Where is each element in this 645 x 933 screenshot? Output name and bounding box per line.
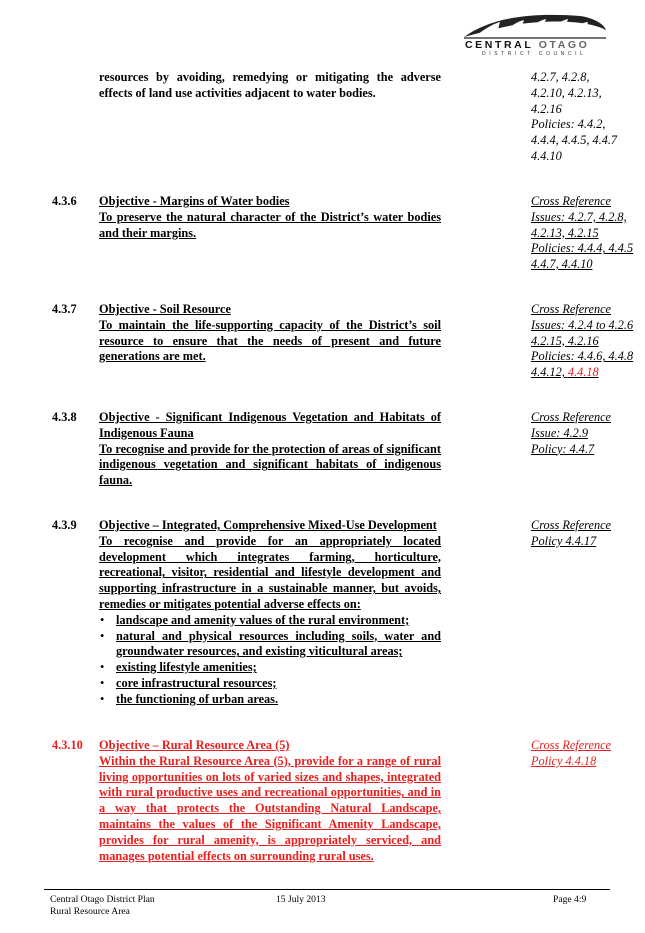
reference-line: Policies: 4.4.4, 4.4.5 [531,241,634,256]
footer-date: 15 July 2013 [276,894,326,905]
reference-line: 4.2.13, 4.2.15 [531,225,599,240]
reference-line: Cross Reference [531,738,612,752]
bullet-item [99,692,441,708]
objective-references [531,302,634,381]
objective-text: To preserve the natural character of the District’s water bodies and their margins. [99,209,441,240]
objective-references [531,518,617,550]
intro-paragraph: resources by avoiding, remedying or mitigating the adverse effects of land use activities adjacent to water bodies. [99,70,441,100]
logo-word-otago: OTAGO [538,39,590,51]
bullet-list [99,613,441,708]
objective-margins-water-bodies [99,194,441,241]
objective-text: To recognise and provide for the protection of areas of significant indigenous vegetation and significant habitats of indigenous fauna. [99,441,441,488]
objective-indigenous-vegetation [99,410,441,489]
objective-soil-resource [99,302,441,365]
reference-line: Policies: 4.4.2, [531,117,606,132]
bullet-item [99,629,441,661]
bullet-item [99,676,441,692]
logo-mountains-graphic [460,10,610,40]
objective-number: 4.3.9 [52,518,77,532]
reference-text: 4.4.12, [531,365,568,380]
bullet-text: core infrastructural resources; [116,675,277,690]
objective-references [531,194,634,273]
reference-line: Cross Reference [531,518,612,532]
logo-word-central: CENTRAL [465,39,534,51]
bullet-item [99,613,441,629]
objective-title: Objective - Significant Indigenous Vegetation and Habitats of Indigenous Fauna [99,410,441,440]
objective-references [531,410,617,457]
reference-line: Cross Reference [531,410,612,424]
reference-line: 4.4.10 [531,148,562,163]
reference-line-mixed [531,365,617,381]
reference-line: Issue: 4.2.9 [531,425,589,440]
reference-line: 4.4.7, 4.4.10 [531,257,593,272]
objective-title: Objective – Rural Resource Area (5) [99,738,290,752]
objective-text: Within the Rural Resource Area (5), provide for a range of rural living opportunities on lots of varied sizes and shapes, integrated with rural productive uses and recreational opportunities, and in a way that protects the Outstanding Natural Landscape, maintains the values of the Significant Amenity Landscape, provides for rural amenity, is appropriately serviced, and manages potential effects on surrounding rural uses. [99,753,441,863]
reference-line: Policies: 4.4.6, 4.4.8 [531,349,634,364]
objective-text: To maintain the life-supporting capacity of the District’s soil resource to ensure that the needs of present and future generations are met. [99,317,441,364]
logo-subtitle: DISTRICT COUNCIL [482,51,587,57]
reference-line: Issues: 4.2.7, 4.2.8, [531,209,627,224]
objective-text: To recognise and provide for an appropriately located development which integrates farming, horticulture, recreational, visitor, residential and lifestyle development and supporting infrastructure in a sustainable manner, but avoids, remedies or mitigates potential adverse effects on: [99,533,441,611]
reference-line: Policy 4.4.18 [531,753,597,768]
reference-line: Cross Reference [531,194,612,208]
footer-divider [44,889,610,890]
reference-line: 4.2.15, 4.2.16 [531,333,599,348]
reference-line: 4.2.16 [531,101,562,116]
reference-line: 4.2.10, 4.2.13, [531,85,602,100]
objective-number: 4.3.8 [52,410,77,424]
reference-line: Policy: 4.4.7 [531,441,595,456]
council-logo [460,10,610,57]
footer-plan-name: Central Otago District Plan [50,894,155,905]
footer-page-number: Page 4:9 [553,894,587,905]
footer-section-name: Rural Resource Area [50,906,130,917]
objective-title: Objective - Margins of Water bodies [99,194,290,208]
objective-title: Objective - Soil Resource [99,302,231,316]
objective-number: 4.3.6 [52,194,77,208]
intro-references [531,70,617,165]
bullet-text: landscape and amenity values of the rural environment; [116,612,410,627]
reference-line: 4.4.4, 4.4.5, 4.4.7 [531,133,618,148]
reference-line: 4.2.7, 4.2.8, [531,70,590,84]
reference-line: Issues: 4.2.4 to 4.2.6 [531,317,634,332]
footer-left [50,894,155,918]
bullet-text: the functioning of urban areas. [116,691,279,706]
objective-number: 4.3.7 [52,302,77,316]
bullet-text: natural and physical resources including soils, water and groundwater resources, and existing viticultural areas; [116,628,441,659]
objective-title: Objective – Integrated, Comprehensive Mixed-Use Development [99,518,437,532]
objective-number: 4.3.10 [52,738,83,752]
objective-references [531,738,617,770]
bullet-text: existing lifestyle amenities; [116,660,257,675]
objective-rural-resource-area-5 [99,738,441,864]
reference-line: Cross Reference [531,302,612,316]
reference-line: Policy 4.4.17 [531,533,597,548]
bullet-item [99,660,441,676]
objective-mixed-use-development [99,518,441,708]
reference-text-amended: 4.4.18 [567,365,599,380]
